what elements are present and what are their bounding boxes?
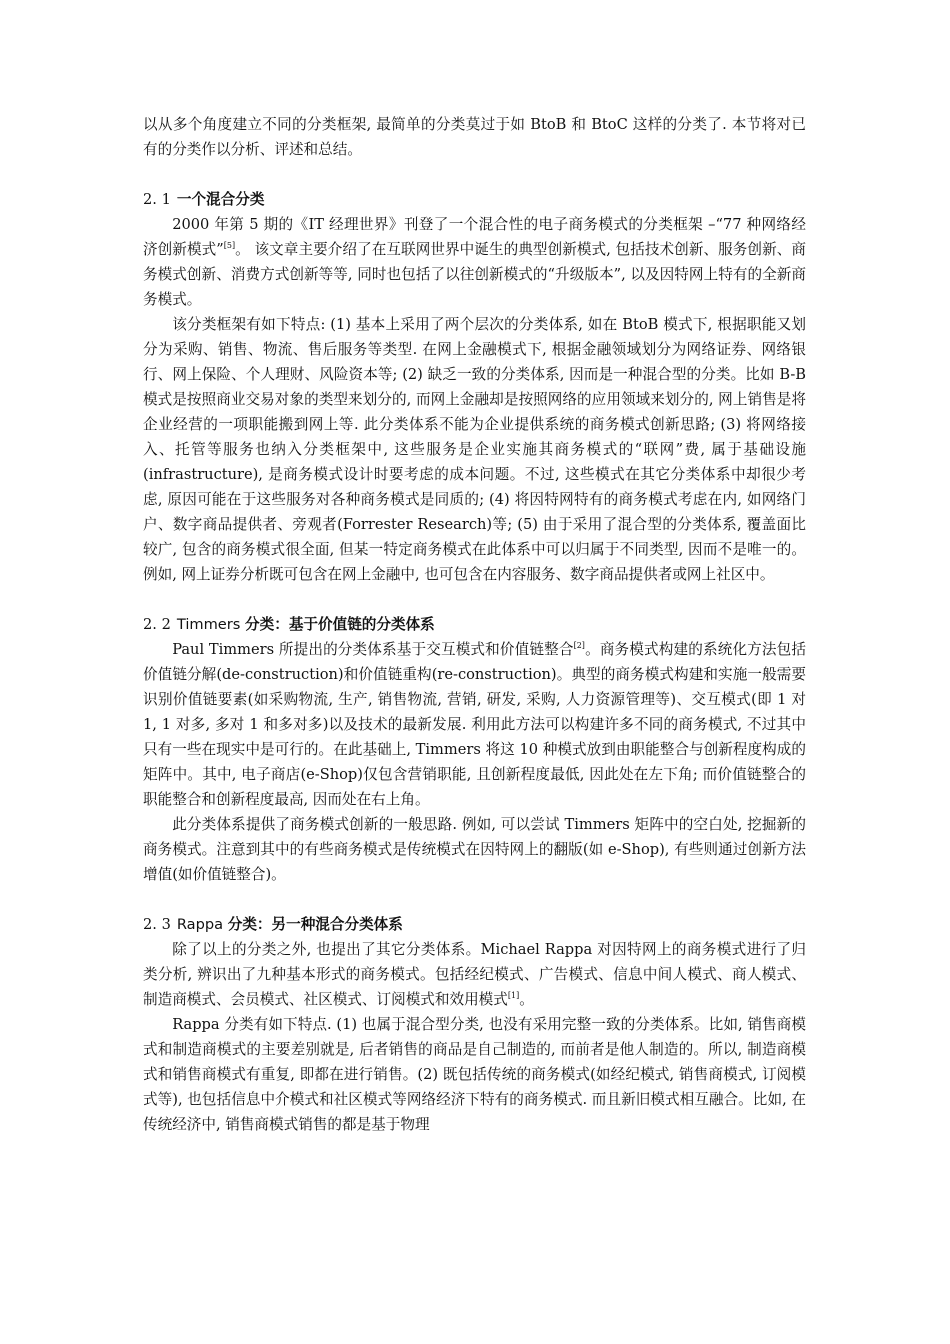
text-run: 。商务模式构建的系统化方法包括价值链分解(de-construction)和价值链重构(re-construction)。典型的商务模式构建和实施一般需要识别价值链要素(如采购物流, 生产, 销售物流, 营销, 研发, 采购, 人力资源管理等)、交互模式(即 1 对 1, 1 对多, 多对 1 和多对多)以及技术的最新发展. 利用此方法可以构建许多不同的商务模式, 不过其中只有一些在现实中是可行的。在此基础上, Timmers 将这 10 种模式放到由职能整合与创新程度构成的矩阵中。其中, 电子商店(e-Shop)仅包含营销职能, 且创新程度最低, 因此处在左下角; 而价值链整合的职能整合和创新程度最高, 因而处在右上角。	[143, 641, 806, 808]
text-run: 。	[519, 991, 534, 1008]
citation-ref: [1]	[507, 991, 520, 1000]
section-2-2-paragraph-1	[143, 637, 806, 812]
text-run: 2000 年第 5 期的《IT 经理世界》刊登了一个混合性的电子商务模式的分类框架 –“77 种网络经济创新模式”	[143, 216, 806, 258]
citation-ref: [2]	[573, 641, 585, 650]
section-title: 一个混合分类	[176, 191, 265, 208]
section-heading-2-3	[143, 912, 806, 937]
section-2-3-paragraph-2: Rappa 分类有如下特点. (1) 也属于混合型分类, 也没有采用完整一致的分类体系。比如, 销售商模式和制造商模式的主要差别就是, 后者销售的商品是自己制造的, 而前者是他人制造的。所以, 制造商模式和销售商模式有重复, 即都在进行销售。(2) 既包括传统的商务模式(如经纪模式, 销售商模式, 订阅模式等), 也包括信息中介模式和社区模式等网络经济下特有的商务模式. 而且新旧模式相互融合。比如, 在传统经济中, 销售商模式销售的都是基于物理	[143, 1016, 806, 1133]
section-2-1-paragraph-1	[143, 212, 806, 312]
section-title: 分类：另一种混合分类体系	[227, 916, 403, 933]
section-title-latin: Rappa	[176, 916, 224, 933]
text-run: Paul Timmers 所提出的分类体系基于交互模式和价值链整合	[172, 641, 574, 658]
section-title: 分类：基于价值链的分类体系	[245, 616, 435, 633]
citation-ref: [5]	[223, 241, 236, 250]
section-title-latin: Timmers	[176, 616, 241, 633]
intro-paragraph: 以从多个角度建立不同的分类框架, 最简单的分类莫过于如 BtoB 和 BtoC 这样的分类了. 本节将对已有的分类作以分析、评述和总结。	[143, 116, 806, 158]
section-number: 2. 1	[143, 191, 171, 208]
section-number: 2. 3	[143, 916, 171, 933]
section-2-3-paragraph-1	[143, 937, 806, 1012]
document-page	[143, 112, 806, 1137]
section-2-1-paragraph-2: 该分类框架有如下特点: (1) 基本上采用了两个层次的分类体系, 如在 BtoB 模式下, 根据职能又划分为采购、销售、物流、售后服务等类型. 在网上金融模式下, 根据金融领域划分为网络证券、网络银行、网上保险、个人理财、风险资本等; (2) 缺乏一致的分类体系, 因而是一种混合型的分类。比如 B-B 模式是按照商业交易对象的类型来划分的, 而网上金融却是按照网络的应用领域来划分的, 网上销售是将企业经营的一项职能搬到网上等. 此分类体系不能为企业提供系统的商务模式创新思路; (3) 将网络接入、托管等服务也纳入分类框架中, 这些服务是企业实施其商务模式的“联网”费, 属于基础设施(infrastructure), 是商务模式设计时要考虑的成本问题。不过, 这些模式在其它分类体系中却很少考虑, 原因可能在于这些服务对各种商务模式是同质的; (4) 将因特网特有的商务模式考虑在内, 如网络门户、数字商品提供者、旁观者(Forrester Research)等; (5) 由于采用了混合型的分类体系, 覆盖面比较广, 包含的商务模式很全面, 但某一特定商务模式在此体系中可以归属于不同类型, 因而不是唯一的。例如, 网上证券分析既可包含在网上金融中, 也可包含在内容服务、数字商品提供者或网上社区中。	[143, 316, 806, 583]
text-run: 除了以上的分类之外, 也提出了其它分类体系。Michael Rappa 对因特网上的商务模式进行了归类分析, 辨识出了九种基本形式的商务模式。包括经纪模式、广告模式、信息中间人模式、商人模式、制造商模式、会员模式、社区模式、订阅模式和效用模式	[143, 941, 806, 1008]
section-2-2-paragraph-2: 此分类体系提供了商务模式创新的一般思路. 例如, 可以尝试 Timmers 矩阵中的空白处, 挖掘新的商务模式。注意到其中的有些商务模式是传统模式在因特网上的翻版(如 e-Shop), 有些则通过创新方法增值(如价值链整合)。	[143, 816, 806, 883]
section-heading-2-2	[143, 612, 806, 637]
section-heading-2-1	[143, 187, 806, 212]
text-run: 。 该文章主要介绍了在互联网世界中诞生的典型创新模式, 包括技术创新、服务创新、商务模式创新、消费方式创新等等, 同时也包括了以往创新模式的“升级版本”, 以及因特网上特有的全新商务模式。	[143, 241, 806, 308]
section-number: 2. 2	[143, 616, 171, 633]
